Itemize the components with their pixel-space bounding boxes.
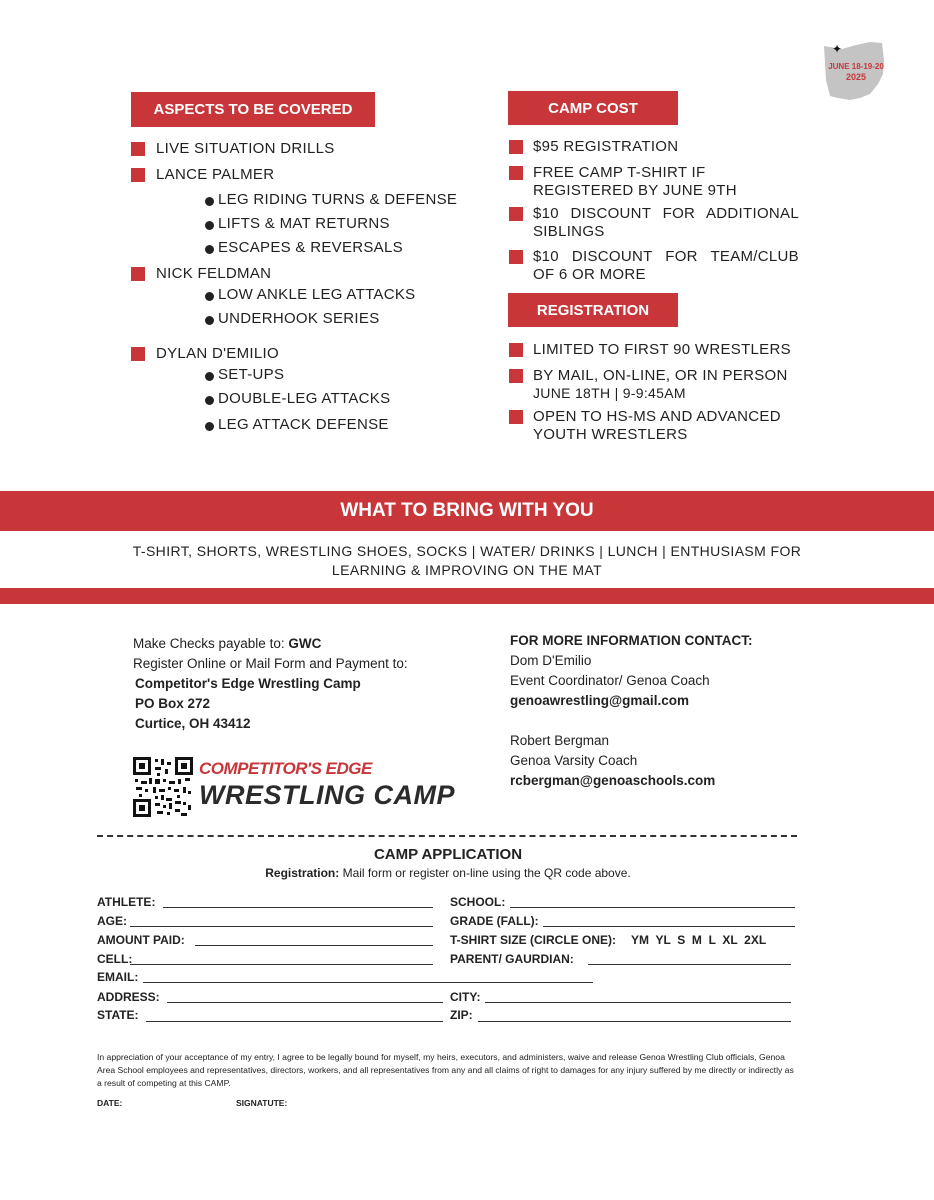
grade-field[interactable]	[543, 926, 795, 927]
aspect-sub-item: DOUBLE-LEG ATTACKS	[218, 390, 391, 407]
list-bullet	[131, 267, 145, 281]
age-label: AGE:	[97, 914, 127, 928]
email-label: EMAIL:	[97, 970, 139, 984]
bring-line-2: LEARNING & IMPROVING ON THE MAT	[331, 562, 603, 578]
list-bullet	[131, 347, 145, 361]
aspect-sub-item: LEG RIDING TURNS & DEFENSE	[218, 191, 458, 208]
contact-email[interactable]: rcbergman@genoaschools.com	[510, 773, 716, 788]
registration-item-cont: JUNE 18TH | 9-9:45AM	[533, 385, 686, 401]
contact-name: Dom D'Emilio	[510, 653, 592, 668]
aspects-heading: ASPECTS TO BE COVERED	[131, 92, 375, 127]
date-label: DATE:	[97, 1098, 123, 1108]
address-field[interactable]	[167, 1002, 443, 1003]
camp-cost-heading: CAMP COST	[508, 91, 678, 125]
sub-bullet	[205, 422, 214, 431]
address-line: PO Box 272	[135, 696, 211, 711]
school-label: SCHOOL:	[450, 895, 506, 909]
zip-field[interactable]	[478, 1021, 791, 1022]
aspect-sub-item: ESCAPES & REVERSALS	[218, 239, 403, 256]
list-bullet	[131, 142, 145, 156]
qr-code[interactable]	[133, 757, 193, 817]
school-field[interactable]	[510, 907, 795, 908]
registration-item: OPEN TO HS-MS AND ADVANCED	[533, 408, 781, 425]
bring-bottom-bar	[0, 588, 934, 604]
contact-info	[510, 631, 752, 791]
sub-bullet	[205, 372, 214, 381]
cost-item: $10 DISCOUNT FOR ADDITIONAL	[533, 205, 799, 222]
contact-name: Robert Bergman	[510, 733, 610, 748]
amount-paid-field[interactable]	[195, 945, 433, 946]
contact-role: Genoa Varsity Coach	[510, 753, 638, 768]
sub-bullet	[205, 245, 214, 254]
address-line: Competitor's Edge Wrestling Camp	[135, 676, 361, 691]
list-bullet	[509, 343, 523, 357]
state-label: STATE:	[97, 1008, 139, 1022]
cost-item: $10 DISCOUNT FOR TEAM/CLUB	[533, 248, 799, 265]
list-bullet	[131, 168, 145, 182]
aspect-sub-item: SET-UPS	[218, 366, 285, 383]
checks-line: Make Checks payable to: GWC	[133, 636, 322, 651]
signature-label: SIGNATUTE:	[236, 1098, 288, 1108]
qr-code-icon	[133, 757, 193, 817]
list-bullet	[509, 250, 523, 264]
list-bullet	[509, 166, 523, 180]
state-field[interactable]	[146, 1021, 443, 1022]
cut-line	[97, 835, 797, 837]
application-reg-note: Registration: Mail form or register on-line using the QR code above.	[265, 866, 631, 880]
sub-bullet	[205, 221, 214, 230]
list-bullet	[509, 369, 523, 383]
age-field[interactable]	[130, 926, 433, 927]
parent-field[interactable]	[588, 964, 791, 965]
aspect-sub-item: LIFTS & MAT RETURNS	[218, 215, 390, 232]
athlete-label: ATHLETE:	[97, 895, 156, 909]
logo-line-1: COMPETITOR'S EDGE	[199, 759, 372, 778]
parent-label: PARENT/ GAURDIAN:	[450, 952, 574, 966]
city-field[interactable]	[485, 1002, 791, 1003]
tshirt-size-options[interactable]: YM YL S M L XL 2XL	[631, 933, 767, 947]
athlete-field[interactable]	[163, 907, 433, 908]
bring-heading: WHAT TO BRING WITH YOU	[0, 491, 934, 531]
contact-email[interactable]: genoawrestling@gmail.com	[510, 693, 689, 708]
register-line: Register Online or Mail Form and Payment to:	[133, 656, 408, 671]
list-bullet	[509, 410, 523, 424]
cost-item: $95 REGISTRATION	[533, 138, 679, 155]
cost-item-cont: SIBLINGS	[533, 223, 605, 240]
aspect-item-palmer: LANCE PALMER	[156, 166, 275, 183]
list-bullet	[509, 140, 523, 154]
list-bullet	[509, 207, 523, 221]
aspect-sub-item: UNDERHOOK SERIES	[218, 310, 380, 327]
cell-label: CELL:	[97, 952, 133, 966]
zip-label: ZIP:	[450, 1008, 473, 1022]
cost-item: FREE CAMP T-SHIRT IF	[533, 164, 706, 181]
address-label: ADDRESS:	[97, 990, 160, 1004]
sub-bullet	[205, 396, 214, 405]
address-line: Curtice, OH 43412	[135, 716, 251, 731]
sub-bullet	[205, 292, 214, 301]
cost-item-cont: REGISTERED BY JUNE 9TH	[533, 182, 737, 199]
sub-bullet	[205, 197, 214, 206]
aspect-sub-item: LOW ANKLE LEG ATTACKS	[218, 286, 416, 303]
bring-line-1: T-SHIRT, SHORTS, WRESTLING SHOES, SOCKS | WATER/ DRINKS | LUNCH | ENTHUSIASM FOR	[132, 543, 802, 559]
payment-info	[133, 634, 408, 734]
email-field[interactable]	[143, 982, 593, 983]
badge-dates: JUNE 18-19-20	[828, 62, 884, 71]
ohio-state-icon	[820, 40, 890, 102]
amount-paid-label: AMOUNT PAID:	[97, 933, 185, 947]
contact-role: Event Coordinator/ Genoa Coach	[510, 673, 710, 688]
ohio-badge	[820, 40, 890, 102]
aspect-sub-item: LEG ATTACK DEFENSE	[218, 416, 389, 433]
cost-item-cont: OF 6 OR MORE	[533, 266, 646, 283]
registration-heading: REGISTRATION	[508, 293, 678, 327]
cell-field[interactable]	[130, 964, 433, 965]
aspect-item-feldman: NICK FELDMAN	[156, 265, 272, 282]
waiver-text: In appreciation of your acceptance of my entry, I agree to be legally bound for myself, my heirs, executors, and administers, waive and release Genoa Wrestling Club officials, Genoa Area School employees and representatives, directors, workers, and all representatives from any and all claims of right to damages for any injury suffered by me directly or indirectly as a result of competing at this CAMP.	[97, 1052, 794, 1088]
application-title: CAMP APPLICATION	[373, 846, 523, 863]
checks-payee: GWC	[288, 636, 322, 651]
aspect-item-drills: LIVE SITUATION DRILLS	[156, 140, 335, 157]
sub-bullet	[205, 316, 214, 325]
aspect-item-demilio: DYLAN D'EMILIO	[156, 345, 279, 362]
registration-item: LIMITED TO FIRST 90 WRESTLERS	[533, 341, 791, 358]
grade-label: GRADE (FALL):	[450, 914, 539, 928]
badge-year: 2025	[845, 72, 867, 82]
logo-line-2: WRESTLING CAMP	[199, 780, 455, 810]
registration-item-cont: YOUTH WRESTLERS	[533, 426, 688, 443]
star-icon: ✦	[832, 42, 843, 56]
city-label: CITY:	[450, 990, 481, 1004]
contact-heading: FOR MORE INFORMATION CONTACT:	[510, 633, 753, 648]
tshirt-size-label: T-SHIRT SIZE (CIRCLE ONE):	[450, 933, 616, 947]
registration-item: BY MAIL, ON-LINE, OR IN PERSON	[533, 367, 788, 384]
